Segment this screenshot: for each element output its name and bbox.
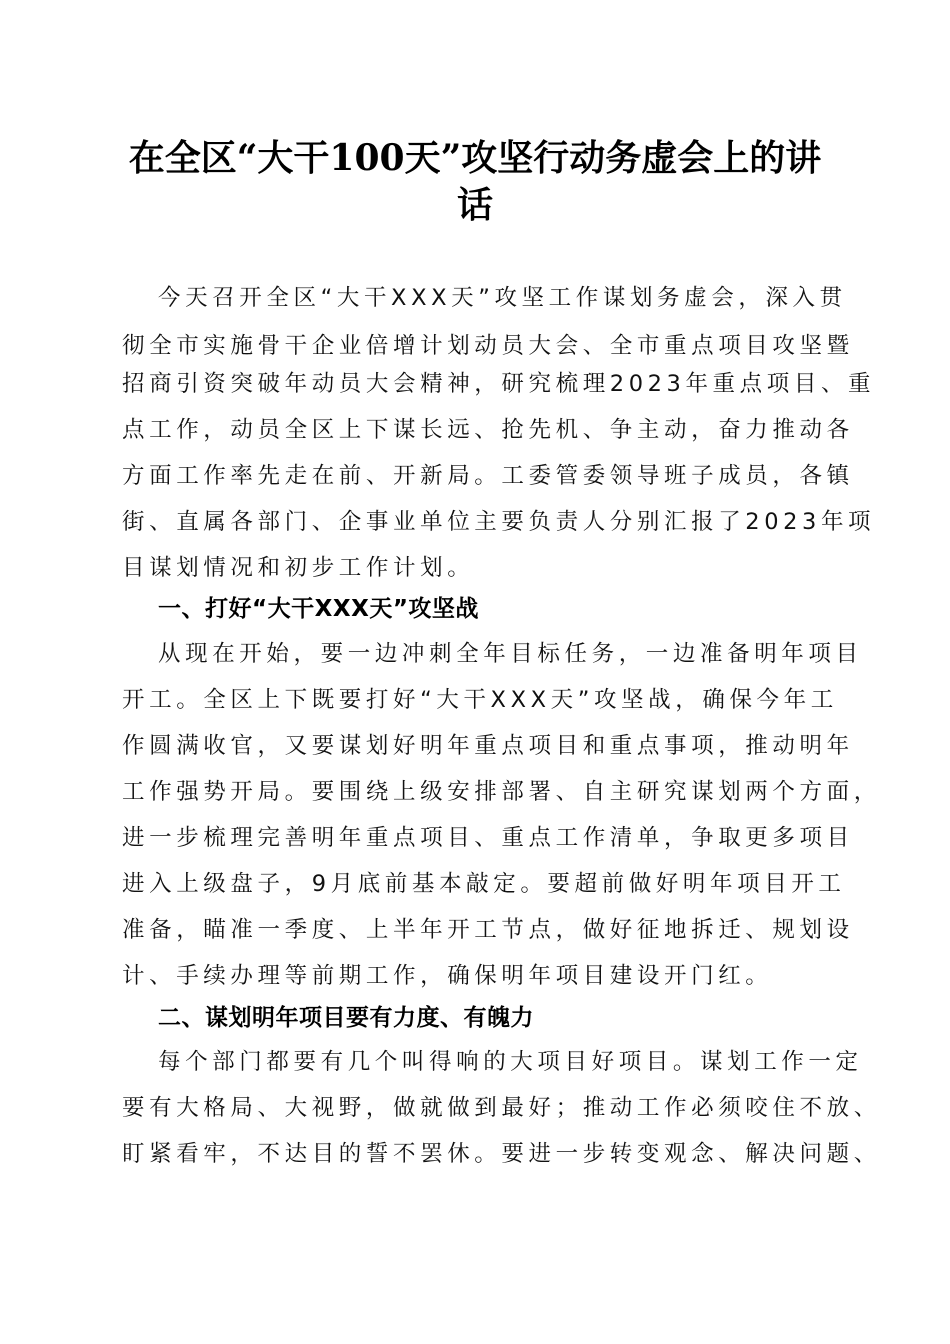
paragraph-line: 彻全市实施骨干企业倍增计划动员大会、全市重点项目攻坚暨 [122, 333, 854, 359]
paragraph-line: 目谋划情况和初步工作计划。 [122, 555, 475, 581]
paragraph-line: 每个部门都要有几个叫得响的大项目好项目。谋划工作一定 [158, 1049, 863, 1075]
paragraph-line: 从现在开始，要一边冲刺全年目标任务，一边准备明年项目 [158, 641, 863, 667]
title-line-1: 在全区“大干100天”攻坚行动务虚会上的讲 [128, 137, 822, 179]
paragraph-line: 进一步梳理完善明年重点项目、重点工作清单，争取更多项目 [122, 825, 854, 851]
paragraph-line: 作圆满收官，又要谋划好明年重点项目和重点事项，推动明年 [122, 733, 854, 759]
paragraph-line: 计、手续办理等前期工作，确保明年项目建设开门红。 [122, 963, 773, 989]
paragraph-line: 招商引资突破年动员大会精神，研究梳理2023年重点项目、重 [122, 371, 876, 397]
paragraph-line: 要有大格局、大视野，做就做到最好；推动工作必须咬住不放、 [122, 1095, 881, 1121]
paragraph-line: 进入上级盘子，9月底前基本敲定。要超前做好明年项目开工 [122, 871, 846, 897]
paragraph-line: 工作强势开局。要围绕上级安排部署、自主研究谋划两个方面， [122, 779, 881, 805]
paragraph-line: 开工。全区上下既要打好“大干XXX天”攻坚战，确保今年工 [122, 687, 838, 713]
section-heading-2: 二、谋划明年项目要有力度、有魄力 [158, 1005, 534, 1031]
section-heading-1: 一、打好“大干XXX天”攻坚战 [158, 596, 479, 622]
title-line-2: 话 [456, 184, 493, 226]
paragraph-line: 盯紧看牢，不达目的誓不罢休。要进一步转变观念、解决问题、 [122, 1141, 881, 1167]
paragraph-line: 街、直属各部门、企事业单位主要负责人分别汇报了2023年项 [122, 509, 876, 535]
paragraph-line: 今天召开全区“大干XXX天”攻坚工作谋划务虚会，深入贯 [158, 285, 847, 311]
paragraph-line: 点工作，动员全区上下谋长远、抢先机、争主动，奋力推动各 [122, 417, 854, 443]
paragraph-line: 方面工作率先走在前、开新局。工委管委领导班子成员，各镇 [122, 463, 854, 489]
paragraph-line: 准备，瞄准一季度、上半年开工节点，做好征地拆迁、规划设 [122, 917, 854, 943]
